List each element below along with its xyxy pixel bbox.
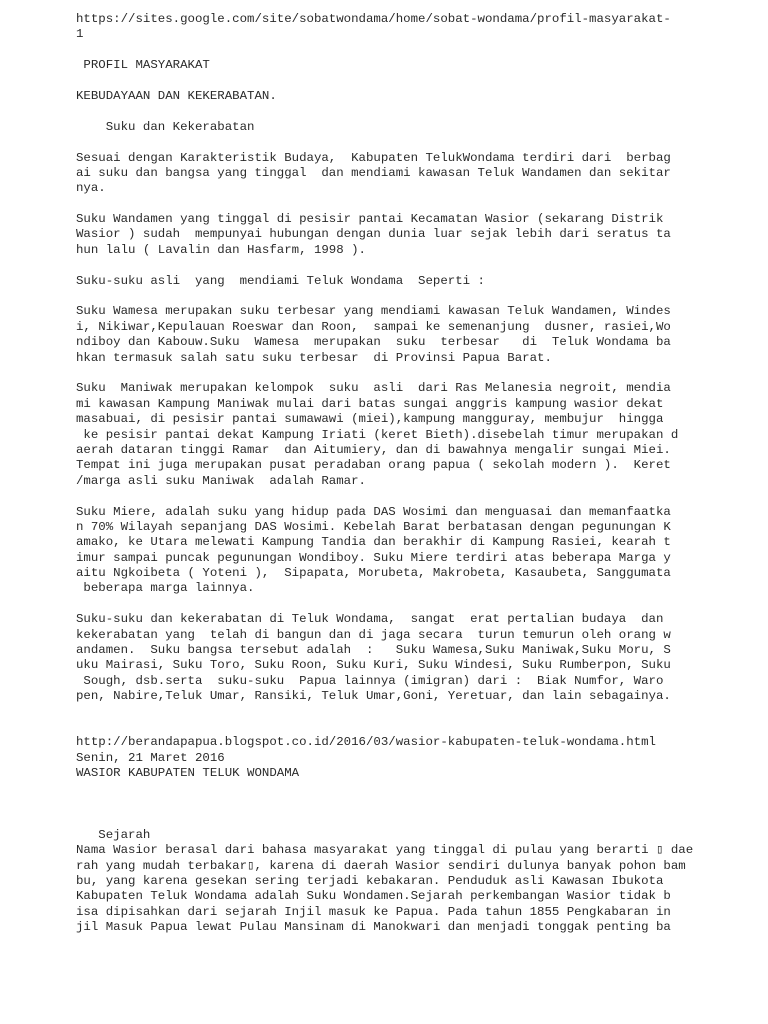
paragraph-line: beberapa marga lainnya. — [76, 581, 255, 596]
paragraph-suku-wamesa — [76, 304, 676, 366]
paragraph-line: Nama Wasior berasal dari bahasa masyarakat yang tinggal di pulau yang berarti ▯ dae — [76, 843, 694, 858]
paragraph-line: Suku Wamesa merupakan suku terbesar yang mendiami kawasan Teluk Wandamen, Windes — [76, 304, 671, 319]
paragraph-suku-maniwak — [76, 381, 679, 489]
paragraph-line: bu, yang karena gesekan sering terjadi kebakaran. Penduduk asli Kawasan Ibukota — [76, 873, 664, 888]
paragraph-line: Suku Miere, adalah suku yang hidup pada DAS Wosimi dan menguasai dan memanfaatka — [76, 504, 671, 519]
paragraph-line: kekerabatan yang telah di bangun dan di jaga secara turun temurun oleh orang w — [76, 627, 671, 642]
paragraph-line: uku Mairasi, Suku Toro, Suku Roon, Suku Kuri, Suku Windesi, Suku Rumberpon, Suku — [76, 658, 671, 673]
history-section — [76, 827, 694, 936]
paragraph-line: mi kawasan Kampung Maniwak mulai dari batas sungai anggris kampung wasior dekat — [76, 396, 664, 411]
paragraph-line: rah yang mudah terbakar▯, karena di daerah Wasior sendiri dulunya banyak pohon bam — [76, 858, 686, 873]
paragraph-line: Suku Maniwak merupakan kelompok suku asli dari Ras Melanesia negroit, mendia — [76, 381, 671, 396]
paragraph-line: isa dipisahkan dari sejarah Injil masuk ke Papua. Pada tahun 1855 Pengkabaran in — [76, 904, 671, 919]
paragraph-line: andamen. Suku bangsa tersebut adalah : Suku Wamesa,Suku Maniwak,Suku Moru, S — [76, 643, 671, 658]
paragraph-line: /marga asli suku Maniwak adalah Ramar. — [76, 473, 366, 488]
paragraph-line: Tempat ini juga merupakan pusat peradaban orang papua ( sekolah modern ). Keret — [76, 458, 671, 473]
paragraph-line: hkan termasuk salah satu suku terbesar di Provinsi Papua Barat. — [76, 350, 552, 365]
document-page — [76, 12, 694, 935]
paragraph-line: nya. — [76, 181, 106, 196]
second-source-date: Senin, 21 Maret 2016 — [76, 750, 225, 765]
source-url-line[interactable]: https://sites.google.com/site/sobatwondama/home/sobat-wondama/profil-masyarakat- — [76, 12, 671, 26]
paragraph-line: masabuai, di pesisir pantai sumawawi (miei),kampung mangguray, membujur hingga — [76, 412, 664, 427]
paragraph-line: Suku-suku dan kekerabatan di Teluk Wondama, sangat erat pertalian budaya dan — [76, 612, 664, 627]
paragraph-line: hun lalu ( Lavalin dan Hasfarm, 1998 ). — [76, 242, 366, 257]
paragraph-line: Wasior ) sudah mempunyai hubungan dengan dunia luar sejak lebih dari seratus ta — [76, 227, 671, 242]
paragraph-line: Kabupaten Teluk Wondama adalah Suku Wondamen.Sejarah perkembangan Wasior tidak b — [76, 889, 671, 904]
subsection-title: Suku dan Kekerabatan — [76, 119, 255, 134]
paragraph-line: ke pesisir pantai dekat Kampung Iriati (keret Bieth).disebelah timur merupakan d — [76, 427, 679, 442]
paragraph-line: i, Nikiwar,Kepulauan Roeswar dan Roon, sampai ke semenanjung dusner, rasiei,Wo — [76, 319, 671, 334]
source-url-line[interactable]: 1 — [76, 27, 84, 42]
paragraph-line: Suku-suku asli yang mendiami Teluk Wondama Seperti : — [76, 273, 485, 288]
paragraph-line: jil Masuk Papua lewat Pulau Mansinam di Manokwari dan menjadi tonggak penting ba — [76, 920, 671, 935]
history-heading: Sejarah — [76, 827, 151, 842]
paragraph-line: ndiboy dan Kabouw.Suku Wamesa merupakan suku terbesar di Teluk Wondama ba — [76, 335, 671, 350]
paragraph-suku-wandamen — [76, 212, 676, 258]
source-url[interactable] — [76, 12, 676, 43]
paragraph-karakteristik — [76, 151, 676, 197]
paragraph-line: aitu Ngkoibeta ( Yoteni ), Sipapata, Morubeta, Makrobeta, Kasaubeta, Sanggumata — [76, 566, 671, 581]
second-source-block — [76, 735, 676, 781]
paragraph-line: ai suku dan bangsa yang tinggal dan mendiami kawasan Teluk Wandamen dan sekitar — [76, 165, 671, 180]
paragraph-line: n 70% Wilayah sepanjang DAS Wosimi. Kebelah Barat berbatasan dengan pegunungan K — [76, 519, 671, 534]
document-title: PROFIL MASYARAKAT — [76, 58, 210, 73]
paragraph-line: Suku Wandamen yang tinggal di pesisir pantai Kecamatan Wasior (sekarang Distrik — [76, 212, 664, 227]
paragraph-kekerabatan — [76, 612, 676, 704]
paragraph-line: amako, ke Utara melewati Kampung Tandia dan berakhir di Kampung Rasiei, kearah t — [76, 535, 671, 550]
paragraph-line: aerah dataran tinggi Ramar dan Aitumiery, dan di bawahnya mengalir sungai Miei. — [76, 442, 671, 457]
paragraph-line: imur sampai puncak pegunungan Wondiboy. Suku Miere terdiri atas beberapa Marga y — [76, 550, 671, 565]
paragraph-line: Sough, dsb.serta suku-suku Papua lainnya (imigran) dari : Biak Numfor, Waro — [76, 673, 664, 688]
paragraph-suku-asli — [76, 274, 676, 289]
second-source-title: WASIOR KABUPATEN TELUK WONDAMA — [76, 766, 300, 781]
paragraph-line: Sesuai dengan Karakteristik Budaya, Kabupaten TelukWondama terdiri dari berbag — [76, 150, 671, 165]
paragraph-line: pen, Nabire,Teluk Umar, Ransiki, Teluk Umar,Goni, Yeretuar, dan lain sebagainya. — [76, 689, 671, 704]
paragraph-suku-miere — [76, 505, 676, 597]
section-title: KEBUDAYAAN DAN KEKERABATAN. — [76, 88, 277, 103]
second-source-url[interactable]: http://berandapapua.blogspot.co.id/2016/03/wasior-kabupaten-teluk-wondama.html — [76, 735, 656, 750]
